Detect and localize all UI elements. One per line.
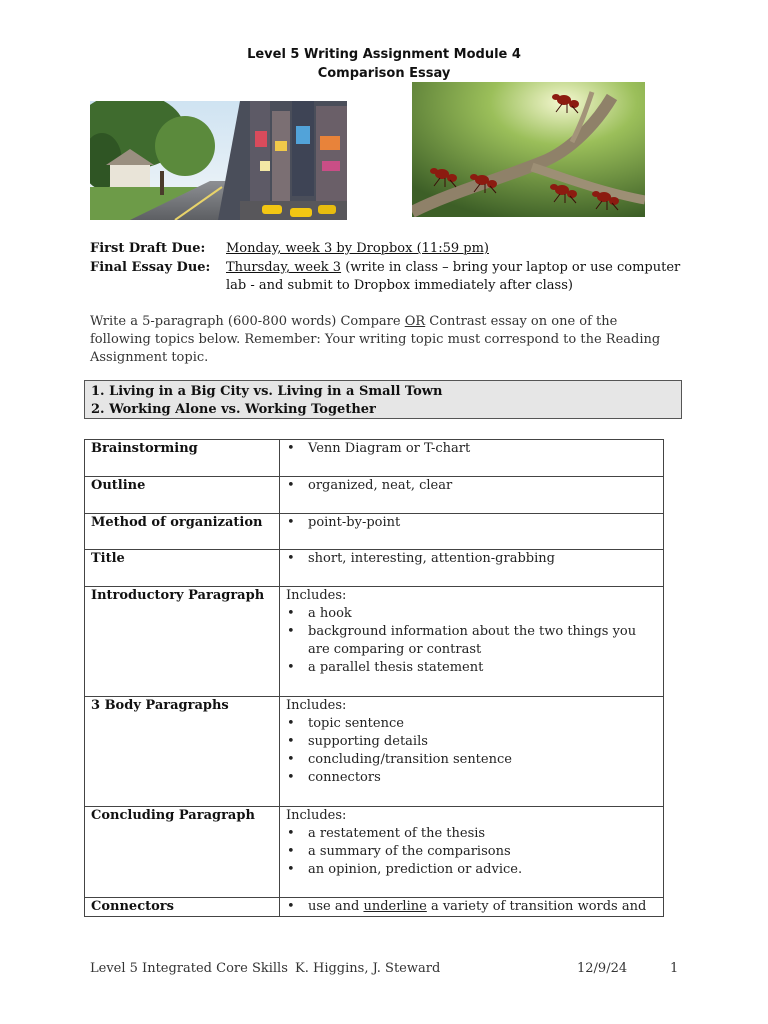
row-label: Introductory Paragraph: [85, 587, 280, 697]
table-row: [85, 477, 664, 514]
instructions-part2: Contrast essay on one of the following topics below. Remember: Your writing topic must correspond to the Reading Assignment topic.: [90, 314, 661, 365]
row-content: [280, 440, 664, 477]
connectors-text-1: use and: [308, 899, 364, 914]
table-row: [85, 697, 664, 807]
first-draft-row: [90, 240, 690, 258]
final-essay-date: Thursday, week 3: [226, 260, 342, 275]
list-item: • topic sentence: [308, 715, 657, 733]
row-content: [280, 477, 664, 514]
footer-page-number: 1: [670, 961, 679, 976]
list-item: • point-by-point: [308, 514, 657, 532]
table-row: [85, 514, 664, 550]
row-label: Method of organization: [85, 514, 280, 550]
list-item: • organized, neat, clear: [308, 477, 657, 495]
row-content: [280, 514, 664, 550]
instructions-part1: Write a 5-paragraph (600-800 words) Compare: [90, 314, 405, 329]
final-essay-label: Final Essay Due:: [90, 260, 211, 275]
row-content: [280, 550, 664, 587]
instructions-or: OR: [404, 314, 426, 329]
table-row: [85, 898, 664, 917]
includes-label: Includes:: [286, 698, 347, 713]
row-content: [280, 697, 664, 807]
final-essay-row: [90, 259, 690, 295]
footer-authors: K. Higgins, J. Steward: [295, 961, 441, 976]
list-item: • supporting details: [308, 733, 657, 751]
connectors-text-2: a variety of transition words and: [426, 899, 647, 914]
row-content: [280, 898, 664, 917]
essay-requirements-table: [84, 439, 664, 917]
page-title: Level 5 Writing Assignment Module 4: [247, 47, 521, 62]
list-item: • Venn Diagram or T-chart: [308, 440, 657, 458]
row-content: [280, 587, 664, 697]
row-label: Connectors: [85, 898, 280, 917]
list-item: • a restatement of the thesis: [308, 825, 657, 843]
table-row: [85, 807, 664, 898]
topic-option-1: 1. Living in a Big City vs. Living in a Small Town: [91, 384, 443, 399]
row-content: [280, 807, 664, 898]
includes-label: Includes:: [286, 588, 347, 603]
page-subtitle: Comparison Essay: [317, 66, 451, 81]
connectors-underline: underline: [363, 899, 427, 914]
row-label: Concluding Paragraph: [85, 807, 280, 898]
table-row: [85, 587, 664, 697]
list-item: • a parallel thesis statement: [308, 659, 657, 677]
includes-label: Includes:: [286, 808, 347, 823]
table-row: [85, 550, 664, 587]
list-item: • a hook: [308, 605, 657, 623]
final-essay-details: (write in class – bring your laptop or use computer lab - and submit to Dropbox immediately after class): [226, 260, 681, 293]
list-item: • connectors: [308, 769, 657, 787]
list-item: • short, interesting, attention-grabbing: [308, 550, 657, 568]
first-draft-label: First Draft Due:: [90, 241, 206, 256]
table-row: [85, 440, 664, 477]
ants-teamwork-photo: [412, 82, 645, 217]
row-label: 3 Body Paragraphs: [85, 697, 280, 807]
city-town-photo: [90, 101, 347, 220]
footer-course: Level 5 Integrated Core Skills: [90, 961, 288, 976]
footer-date: 12/9/24: [577, 961, 628, 976]
list-item: • background information about the two things you are comparing or contrast: [308, 623, 657, 659]
first-draft-value: Monday, week 3 by Dropbox (11:59 pm): [226, 241, 489, 256]
list-item: • concluding/transition sentence: [308, 751, 657, 769]
list-item: • a summary of the comparisons: [308, 843, 657, 861]
row-label: Title: [85, 550, 280, 587]
row-label: Outline: [85, 477, 280, 514]
list-item: [308, 898, 657, 916]
list-item: • an opinion, prediction or advice.: [308, 861, 657, 879]
topic-option-2: 2. Working Alone vs. Working Together: [91, 402, 376, 417]
topic-options-box: [84, 380, 682, 419]
row-label: Brainstorming: [85, 440, 280, 477]
final-essay-value: [226, 259, 686, 295]
assignment-instructions: [90, 313, 680, 367]
